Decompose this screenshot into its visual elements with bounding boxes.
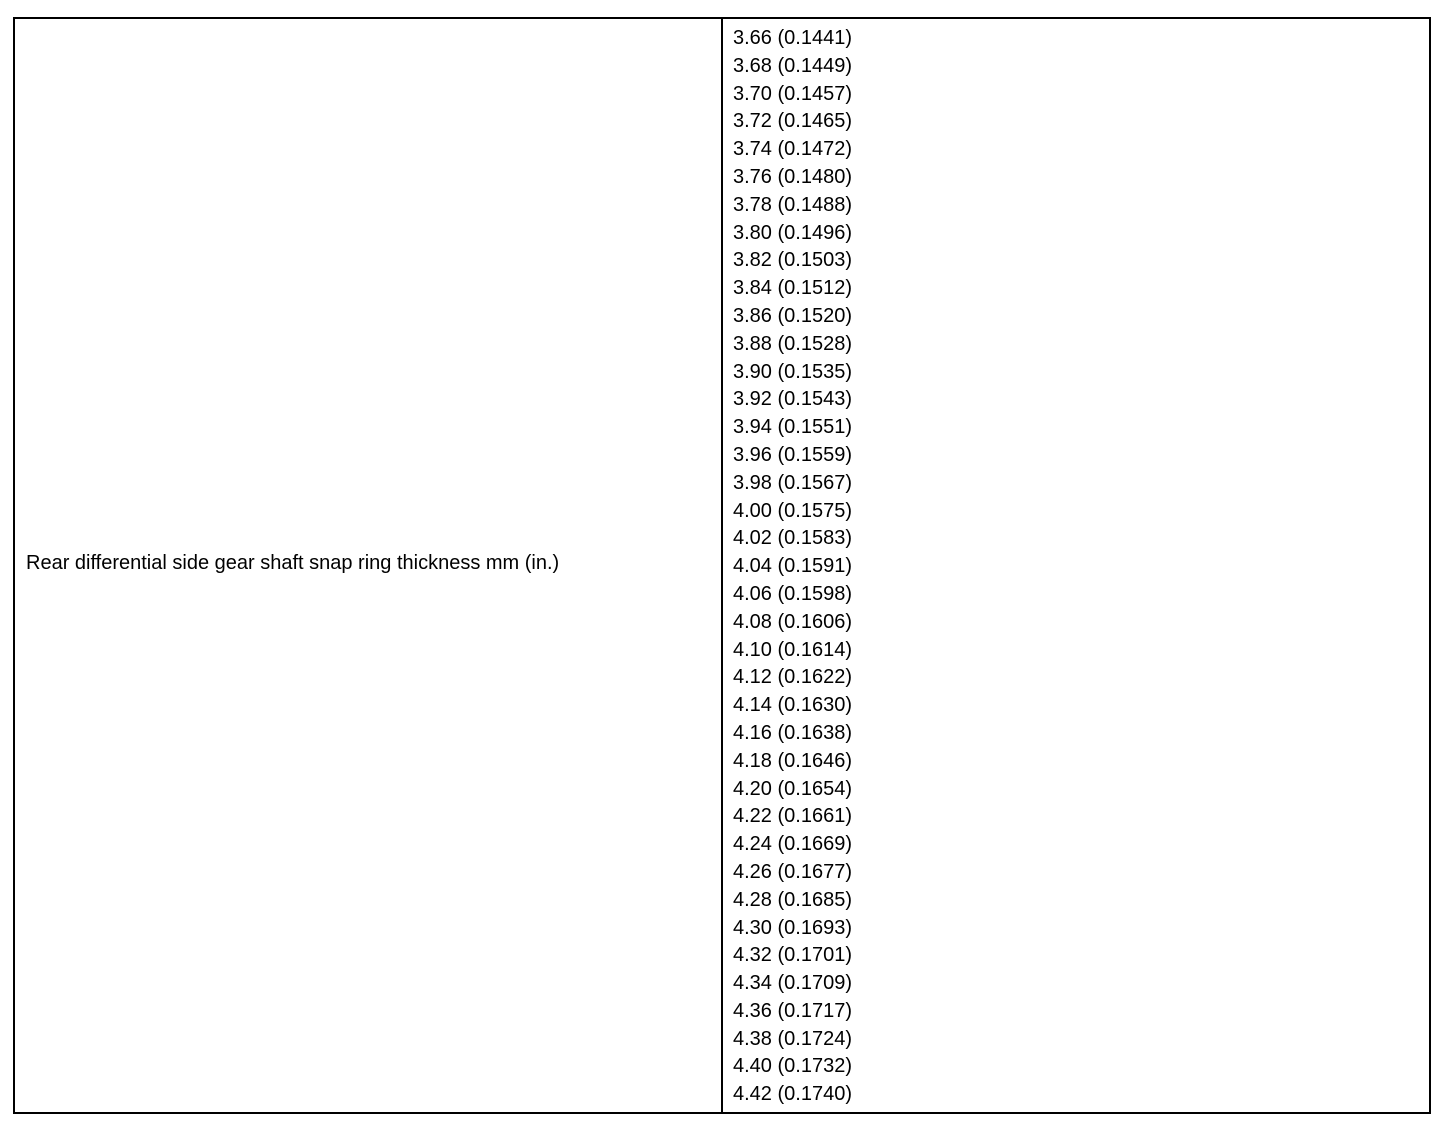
spec-value-item: 4.16 (0.1638) [733,721,852,744]
spec-value-item: 3.90 (0.1535) [733,360,852,383]
spec-value-item: 4.26 (0.1677) [733,860,852,883]
spec-value-item: 4.10 (0.1614) [733,638,852,661]
spec-value-item: 3.68 (0.1449) [733,54,852,77]
spec-value-item: 4.42 (0.1740) [733,1083,852,1106]
spec-value-item: 3.98 (0.1567) [733,471,852,494]
spec-value-item: 3.74 (0.1472) [733,138,852,161]
spec-value-item: 4.06 (0.1598) [733,582,852,605]
spec-value-item: 3.72 (0.1465) [733,110,852,133]
spec-value-item: 4.20 (0.1654) [733,777,852,800]
spec-value-item: 4.34 (0.1709) [733,972,852,995]
spec-label-cell [15,19,723,1112]
spec-value-item: 4.30 (0.1693) [733,916,852,939]
spec-values-cell [723,19,1429,1112]
spec-value-item: 4.40 (0.1732) [733,1055,852,1078]
spec-value-item: 4.18 (0.1646) [733,749,852,772]
spec-value-item: 4.08 (0.1606) [733,610,852,633]
spec-value-item: 3.92 (0.1543) [733,388,852,411]
spec-value-item: 4.28 (0.1685) [733,888,852,911]
spec-value-item: 3.88 (0.1528) [733,332,852,355]
spec-value-item: 3.96 (0.1559) [733,443,852,466]
spec-value-item: 3.86 (0.1520) [733,304,852,327]
spec-value-item: 4.14 (0.1630) [733,694,852,717]
spec-value-item: 4.32 (0.1701) [733,944,852,967]
spec-value-item: 4.22 (0.1661) [733,805,852,828]
spec-value-item: 3.70 (0.1457) [733,82,852,105]
spec-value-item: 3.94 (0.1551) [733,416,852,439]
spec-table [13,17,1431,1114]
spec-value-item: 3.66 (0.1441) [733,27,852,49]
spec-value-item: 3.80 (0.1496) [733,221,852,244]
spec-value-item: 4.24 (0.1669) [733,833,852,856]
spec-value-item: 4.38 (0.1724) [733,1027,852,1050]
spec-values-list [733,25,1429,1109]
spec-value-item: 4.00 (0.1575) [733,499,852,522]
spec-label: Rear differential side gear shaft snap ring thickness mm (in.) [26,551,560,574]
spec-value-item: 3.84 (0.1512) [733,277,852,300]
spec-value-item: 4.04 (0.1591) [733,555,852,578]
spec-value-item: 4.36 (0.1717) [733,999,852,1022]
spec-value-item: 3.76 (0.1480) [733,165,852,188]
spec-value-item: 3.82 (0.1503) [733,249,852,272]
spec-value-item: 4.12 (0.1622) [733,666,852,689]
spec-value-item: 3.78 (0.1488) [733,193,852,216]
spec-value-item: 4.02 (0.1583) [733,527,852,550]
